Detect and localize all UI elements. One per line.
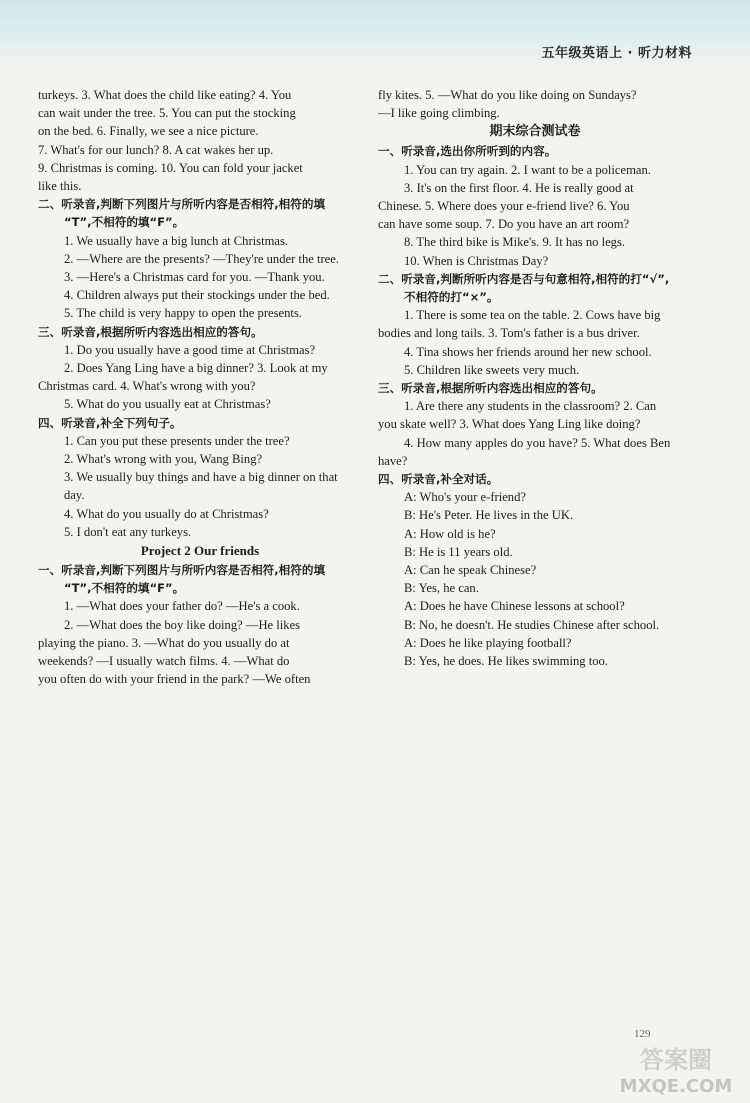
text-line: A: How old is he? <box>404 526 496 541</box>
text-line: B: Yes, he can. <box>404 581 479 596</box>
page-header-title: 五年级英语上 · 听力材料 <box>541 46 692 61</box>
text-line: fly kites. 5. —What do you like doing on Sundays? <box>378 88 637 102</box>
text-line: have? <box>378 453 408 468</box>
text-line: B: Yes, he does. He likes swimming too. <box>404 654 608 669</box>
text-line: 1. We usually have a big lunch at Christmas. <box>64 233 288 248</box>
section-heading: “T”,不相符的填“F”。 <box>64 215 185 230</box>
text-line: A: Who's your e-friend? <box>404 490 526 505</box>
left-column <box>38 86 352 689</box>
text-line: A: Does he like playing football? <box>404 635 572 650</box>
section-heading: 四、听录音,补全对话。 <box>378 472 499 487</box>
text-line: 5. Children like sweets very much. <box>404 362 580 377</box>
text-line: B: He is 11 years old. <box>404 544 513 559</box>
text-line: 2. —Where are the presents? —They're under the tree. <box>64 251 340 266</box>
watermark-logo <box>612 1040 740 1100</box>
text-line: 4. Tina shows her friends around her new school. <box>404 344 652 359</box>
section-title: Project 2 Our friends <box>140 543 260 559</box>
text-line: 8. The third bike is Mike's. 9. It has no legs. <box>404 235 626 250</box>
text-line: 2. Does Yang Ling have a big dinner? 3. Look at my <box>64 361 328 376</box>
text-line: 10. When is Christmas Day? <box>404 253 549 268</box>
text-line: 2. What's wrong with you, Wang Bing? <box>64 452 263 467</box>
text-line: can have some soup. 7. Do you have an art room? <box>378 217 630 232</box>
section-heading: “T”,不相符的填“F”。 <box>64 581 185 596</box>
text-line: can wait under the tree. 5. You can put the stocking <box>38 106 296 121</box>
text-line: 2. —What does the boy like doing? —He likes <box>64 617 301 632</box>
text-line: 1. Can you put these presents under the tree? <box>64 433 290 448</box>
watermark-top-text: 答案圈 <box>640 1046 712 1074</box>
text-line: A: Can he speak Chinese? <box>404 563 537 578</box>
section-heading: 四、听录音,补全下列句子。 <box>38 415 182 430</box>
text-line: 1. —What does your father do? —He's a cook. <box>64 599 300 614</box>
text-line: playing the piano. 3. —What do you usually do at <box>38 635 290 650</box>
section-heading: 三、听录音,根据所听内容选出相应的答句。 <box>38 324 263 339</box>
text-line: 1. Do you usually have a good time at Christmas? <box>64 342 316 357</box>
text-line: weekends? —I usually watch films. 4. —What do <box>38 654 290 669</box>
text-line: 1. Are there any students in the classroom? 2. Can <box>404 399 657 414</box>
section-heading: 一、听录音,判断下列图片与所听内容是否相符,相符的填 <box>38 563 326 578</box>
section-heading: 不相符的打“×”。 <box>404 290 499 305</box>
text-line: bodies and long tails. 3. Tom's father is a bus driver. <box>378 326 640 341</box>
text-line: 1. You can try again. 2. I want to be a policeman. <box>404 162 651 177</box>
text-line: 4. Children always put their stockings under the bed. <box>64 288 330 303</box>
text-line: 5. The child is very happy to open the presents. <box>64 306 302 321</box>
section-heading: 二、听录音,判断所听内容是否与句意相符,相符的打“√”, <box>378 271 670 286</box>
text-line: 1. There is some tea on the table. 2. Cows have big <box>404 308 661 323</box>
text-line: you skate well? 3. What does Yang Ling like doing? <box>378 417 641 432</box>
section-heading: 二、听录音,判断下列图片与所听内容是否相符,相符的填 <box>38 197 326 212</box>
watermark-bottom-text: MXQE.COM <box>619 1076 733 1097</box>
text-line: like this. <box>38 179 82 194</box>
text-line: 9. Christmas is coming. 10. You can fold your jacket <box>38 160 303 175</box>
text-line: day. <box>64 488 85 503</box>
section-heading: 一、听录音,选出你所听到的内容。 <box>378 144 557 159</box>
text-line: 5. I don't eat any turkeys. <box>64 524 192 539</box>
text-line: B: He's Peter. He lives in the UK. <box>404 508 574 523</box>
text-line: B: No, he doesn't. He studies Chinese after school. <box>404 617 660 632</box>
text-line: on the bed. 6. Finally, we see a nice picture. <box>38 124 259 139</box>
page-number: 129 <box>634 1028 651 1040</box>
text-line: A: Does he have Chinese lessons at school? <box>404 599 625 614</box>
header-band <box>0 0 750 74</box>
text-line: 7. What's for our lunch? 8. A cat wakes her up. <box>38 142 274 157</box>
text-line: 3. It's on the first floor. 4. He is really good at <box>404 180 634 195</box>
text-line: 4. How many apples do you have? 5. What does Ben <box>404 435 671 450</box>
text-line: —I like going climbing. <box>378 106 500 121</box>
text-line: 4. What do you usually do at Christmas? <box>64 506 269 521</box>
text-line: 3. We usually buy things and have a big dinner on that <box>64 470 338 485</box>
text-line: 3. —Here's a Christmas card for you. —Thank you. <box>64 270 325 285</box>
text-line: Christmas card. 4. What's wrong with you? <box>38 379 256 394</box>
text-line: Chinese. 5. Where does your e-friend live? 6. You <box>378 199 630 214</box>
section-heading: 三、听录音,根据所听内容选出相应的答句。 <box>378 381 603 396</box>
section-title: 期末综合测试卷 <box>489 124 581 140</box>
text-line: you often do with your friend in the park? —We often <box>38 672 311 687</box>
text-line: turkeys. 3. What does the child like eating? 4. You <box>38 88 292 102</box>
right-column <box>378 86 682 670</box>
text-line: 5. What do you usually eat at Christmas? <box>64 397 271 412</box>
